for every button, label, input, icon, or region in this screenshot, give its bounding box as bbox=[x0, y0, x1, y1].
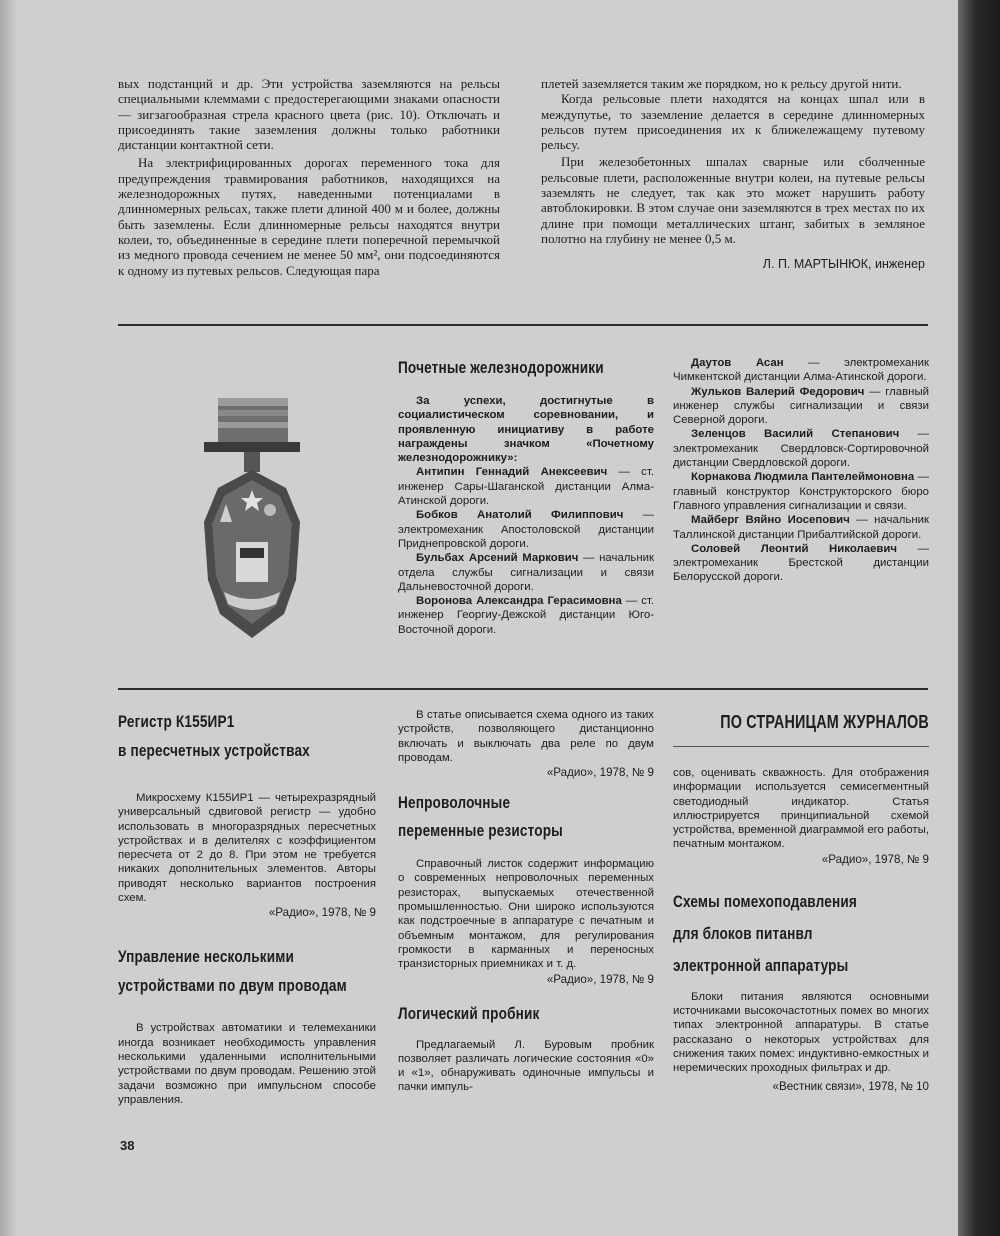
honoree-name: Воронова Александра Герасимовна bbox=[416, 595, 622, 608]
article-text: сов, оценивать скважность. Для отображения информации используется семисегментный светодиодный индикатор. Статья иллюстрируется принципиальной схемой устройства, временной диаграммой его работы, печатным монтажом. bbox=[673, 767, 929, 851]
honoree-name: Соловей Леонтий Николаевич bbox=[691, 542, 898, 555]
journals-section-title: ПО СТРАНИЦАМ ЖУРНАЛОВ bbox=[720, 712, 929, 732]
honoree-name: Бобков Анатолий Филиппович bbox=[416, 509, 624, 522]
honoree-entry bbox=[673, 542, 929, 585]
section-divider bbox=[118, 688, 928, 690]
article-title: Логический пробник bbox=[398, 1003, 540, 1023]
honoree-name: Антипин Геннадий Анексеевич bbox=[416, 466, 608, 479]
top-paragraph: плетей заземляется таким же порядком, но к рельсу другой нити. bbox=[541, 76, 902, 91]
honoree-entry bbox=[398, 594, 654, 637]
top-article-left-column bbox=[118, 76, 500, 278]
journals-column-1 bbox=[118, 712, 376, 1107]
honoree-entry bbox=[398, 551, 654, 594]
section-divider bbox=[118, 324, 928, 326]
top-paragraph: Когда рельсовые плети находятся на концах шпал или в междупутье, то заземление делается в середине длинномерных рельсов путем присоединения их к ближележащему путевому рельсу. bbox=[541, 91, 925, 153]
article-title: в пересчетных устройствах bbox=[118, 741, 310, 760]
honoree-desc: — ст. инженер Георгиу-Дежской дистанции Юго-Восточной дороги. bbox=[398, 595, 655, 636]
article-title: Непроволочные bbox=[398, 793, 511, 813]
article-title: устройствами по двум проводам bbox=[118, 976, 347, 996]
binding-spine bbox=[958, 0, 1000, 1236]
section-title-underline bbox=[673, 746, 929, 747]
page-edge-shadow bbox=[0, 0, 18, 1236]
article-source: «Радио», 1978, № 9 bbox=[821, 852, 929, 866]
article-source: «Радио», 1978, № 9 bbox=[546, 972, 654, 986]
honoree-name: Майберг Вяйно Иосепович bbox=[691, 514, 850, 527]
honoree-name: Корнакова Людмила Пантелеймоновна bbox=[691, 471, 915, 484]
honoree-entry bbox=[673, 385, 929, 428]
honor-title: Почетные железнодорожники bbox=[398, 358, 604, 377]
journals-column-3-body bbox=[673, 766, 929, 1093]
article-text: Блоки питания являются основными источниками высокочастотных помех во многих типах электронной аппаратуры. В статье рассказано о некоторых устройствах для снижения таких помех: индуктивно-емкостных и неремических проходных фильтрах и др. bbox=[673, 990, 929, 1075]
honoree-entry bbox=[673, 470, 929, 513]
article-title: Схемы помехоподавления bbox=[673, 891, 857, 911]
honoree-name: Зеленцов Василий Степанович bbox=[691, 428, 900, 441]
honoree-desc: — начальник отдела службы сигнализации и связи Дальневосточной дороги. bbox=[398, 552, 654, 593]
honoree-entry bbox=[398, 465, 654, 508]
honoree-name: Бульбах Арсений Маркович bbox=[416, 552, 579, 565]
article-source: «Радио», 1978, № 9 bbox=[268, 906, 376, 920]
article-text: В статье описывается схема одного из таких устройств, позволяющего дистанционно включать и выключать два реле по двум проводам. bbox=[398, 709, 654, 764]
top-paragraph: вых подстанций и др. Эти устройства заземляются на рельсы специальными клеммами с предостерегающими знаками опасности — зигзагообразная стрела красного цвета (рис. 10). Отключать и присоединять такие заземления должны только работники дистанции контактной сети. bbox=[118, 76, 500, 153]
journals-column-3 bbox=[673, 712, 929, 738]
page-number: 38 bbox=[120, 1138, 135, 1153]
honor-column-2 bbox=[673, 356, 929, 585]
honoree-desc: — электромеханик Апостоловской дистанции Приднепровской дороги. bbox=[398, 509, 654, 550]
article-title: для блоков питанвл bbox=[673, 923, 813, 943]
top-paragraph: На электрифицированных дорогах переменного тока для предупреждения травмирования работников, находящихся на железнодорожных путях, наведенными потенциалами в длинномерных рельсах, также плети длиной 400 м и более, должны быть заземлены. Если длинномерные рельсы находятся внутри колеи, то, объединенные в середине плети поперечной перемычкой из медного провода сечением не менее 50 мм², они подсоединяются к одному из путевых рельсов. Следующая пара bbox=[118, 155, 500, 278]
article-title: Управление несколькими bbox=[118, 947, 295, 967]
article-text: В устройствах автоматики и телемеханики иногда возникает необходимость управления несколькими удаленными исполнительными устройствами по двум проводам. Решению этой задачи возможно при импульсном способе управления. bbox=[118, 1022, 376, 1106]
honor-column-1 bbox=[398, 358, 654, 637]
honoree-entry bbox=[673, 513, 929, 542]
journals-column-2 bbox=[398, 708, 654, 1095]
top-paragraph: При железобетонных шпалах сварные или сболченные рельсовые плети, расположенные внутри колеи, на путевые рельсы заземлять не следует, так как это может нарушить работу автоблокировки. В этом случае они заземляются в трех местах по их длине при помощи металлических штанг, забитых в земляное полотно на глубину не менее 0,5 м. bbox=[541, 154, 925, 246]
article-title: Регистр К155ИР1 bbox=[118, 712, 235, 731]
honor-intro: За успехи, достигнутые в социалистическом соревновании, и проявленную инициативу в работе награждены значком «Почетному железнодорожнику»: bbox=[398, 395, 654, 465]
honoree-desc: — начальник Таллинской дистанции Прибалтийской дороги. bbox=[673, 514, 929, 541]
article-author: Л. П. МАРТЫНЮК, инженер bbox=[762, 257, 925, 272]
article-text: Микросхему К155ИР1 — четырехразрядный универсальный сдвиговой регистр — удобно использовать в многоразрядных пересчетных устройствах и в делителях с коэффициентом пересчета от 2 до 8. При этом не требуется никаких дополнительных элементов. Авторы приводят несколько вариантов построения схем. bbox=[118, 792, 376, 905]
article-title: переменные резисторы bbox=[398, 821, 563, 841]
honoree-name: Даутов Асан bbox=[691, 357, 784, 369]
honoree-desc: — электромеханик Свердловск-Сортировочной дистанции Свердловской дороги. bbox=[673, 428, 929, 470]
honoree-entry bbox=[673, 356, 929, 385]
article-text: Справочный листок содержит информацию о современных непроволочных переменных резисторах, выпускаемых отечественной промышленностью. Они широко используются как подстроечные в аппаратуре с печатным и объемным монтажом, для регулирования громкости в карманных и переносных транзисторных приемниках и т. д. bbox=[398, 858, 654, 971]
honoree-desc: — главный конструктор Конструкторского бюро Главного управления сигнализации и связи. bbox=[673, 471, 930, 512]
top-article-right-column bbox=[541, 76, 925, 271]
honoree-desc: — главный инженер службы сигнализации и связи Северной дороги. bbox=[673, 385, 929, 427]
honoree-desc: — ст. инженер Сары-Шаганской дистанции Алма-Атинской дороги. bbox=[398, 466, 654, 508]
honoree-desc: — электромеханик Чимкентской дистанции Алма-Атинской дороги. bbox=[673, 357, 929, 384]
honoree-entry bbox=[673, 427, 929, 470]
article-title: электронной аппаратуры bbox=[673, 955, 849, 975]
honoree-entry bbox=[398, 508, 654, 551]
honoree-desc: — электромеханик Брестской дистанции Белорусской дороги. bbox=[673, 542, 930, 584]
honoree-name: Жульков Валерий Федорович bbox=[691, 385, 865, 398]
article-source: «Радио», 1978, № 9 bbox=[546, 766, 654, 780]
honorary-railwayman-badge-image bbox=[196, 392, 308, 654]
article-text: Предлагаемый Л. Буровым пробник позволяет различать логические состояния «0» и «1», обнаруживать одиночные импульсы и пачки импуль- bbox=[398, 1038, 654, 1094]
article-source: «Вестник связи», 1978, № 10 bbox=[772, 1079, 929, 1093]
